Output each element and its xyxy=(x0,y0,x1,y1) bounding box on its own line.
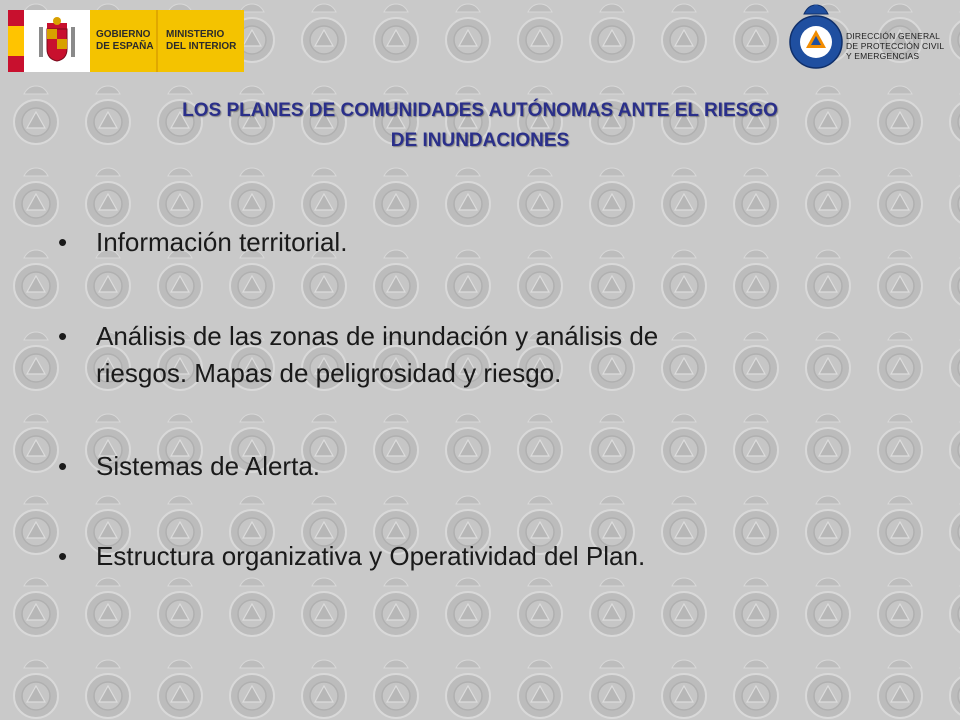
gobierno-line2: DE ESPAÑA xyxy=(96,41,154,52)
proteccion-civil-logo xyxy=(788,2,948,72)
bullet-item xyxy=(58,538,918,575)
bullet-marker: • xyxy=(58,321,68,351)
bullet-marker: • xyxy=(58,451,68,481)
ministerio-line1: MINISTERIO xyxy=(166,29,225,40)
bullet-text: Información territorial. xyxy=(96,227,348,257)
bullet-item xyxy=(58,448,918,485)
slide-title-line2: DE INUNDACIONES xyxy=(390,130,570,151)
gobierno-label xyxy=(90,10,156,72)
bullet-text-continued: riesgos. Mapas de peligrosidad y riesgo. xyxy=(96,358,562,388)
bullet-text: Estructura organizativa y Operatividad del Plan. xyxy=(96,541,646,571)
gobierno-espana-logo xyxy=(8,10,244,72)
bullet-item xyxy=(58,318,918,392)
bullet-text: Sistemas de Alerta. xyxy=(96,451,320,481)
pc-text-line3: Y EMERGENCIAS xyxy=(846,51,920,61)
bullet-item xyxy=(58,224,918,261)
gobierno-line1: GOBIERNO xyxy=(96,29,151,40)
bullet-marker: • xyxy=(58,541,68,571)
bullet-text: Análisis de las zonas de inundación y análisis de xyxy=(96,321,659,351)
dg-proteccion-civil-text xyxy=(846,31,944,61)
bullet-marker: • xyxy=(58,227,68,257)
slide-title-line1: LOS PLANES DE COMUNIDADES AUTÓNOMAS ANTE EL RIESGO xyxy=(182,100,778,121)
pc-text-line1: DIRECCIÓN GENERAL xyxy=(846,31,941,41)
spain-flag xyxy=(8,10,24,72)
ministerio-line2: DEL INTERIOR xyxy=(166,41,237,52)
pc-text-line2: DE PROTECCIÓN CIVIL xyxy=(846,41,945,51)
ministerio-label xyxy=(158,10,244,72)
proteccion-civil-emblem-icon xyxy=(788,2,844,72)
coat-of-arms-icon xyxy=(24,10,90,72)
slide-title xyxy=(40,96,920,156)
